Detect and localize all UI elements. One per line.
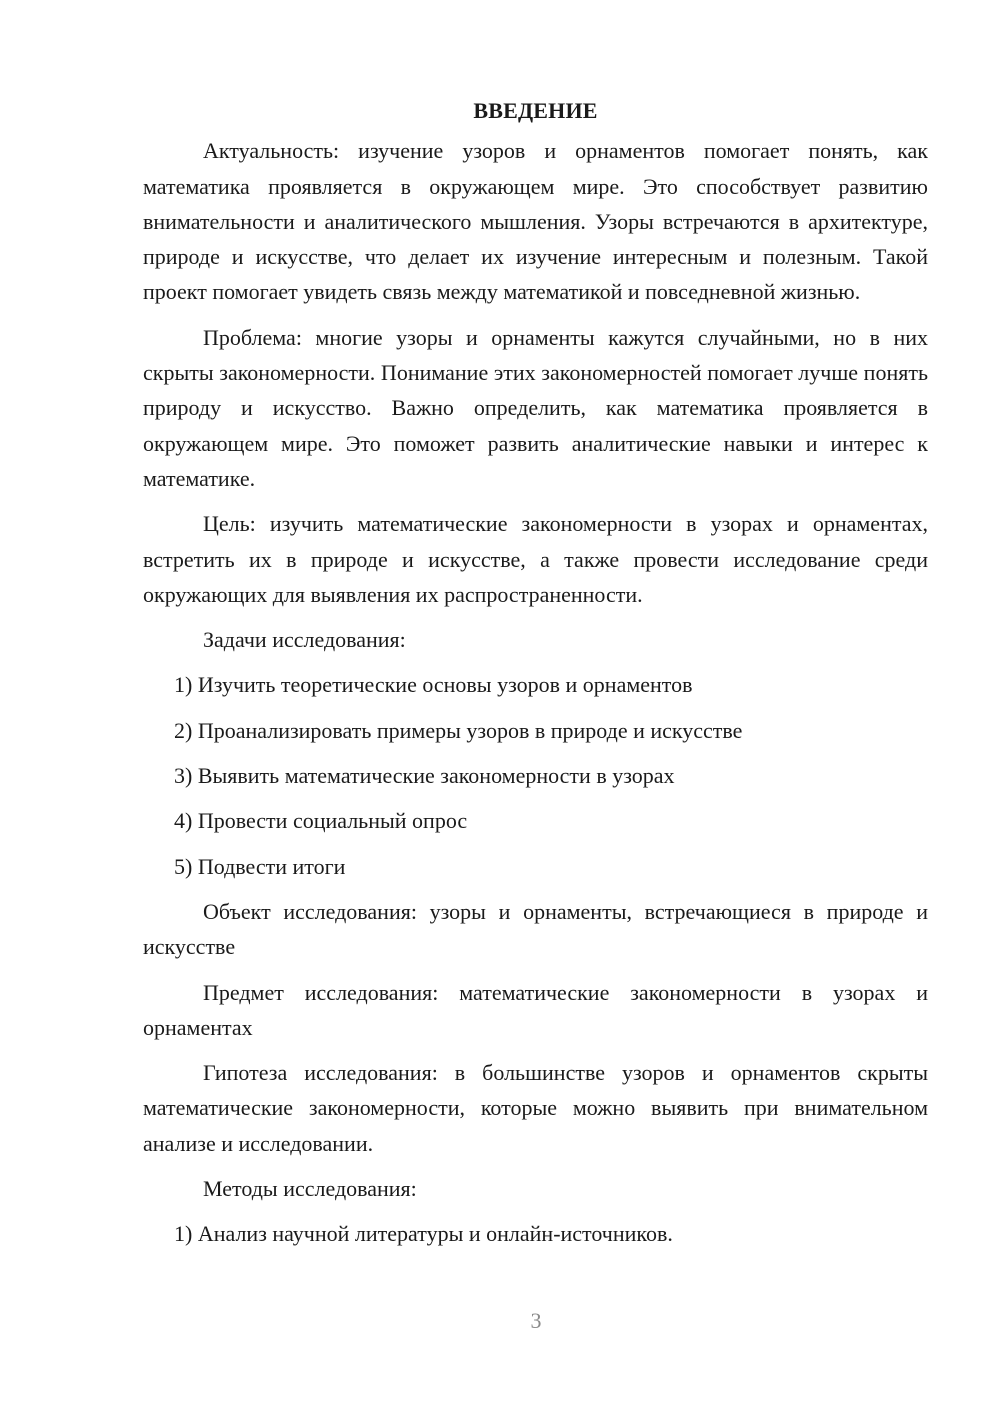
task-item: 4) Провести социальный опрос	[174, 808, 468, 834]
object-paragraph: Объект исследования: узоры и орнаменты, встречающиеся в природе и искусстве	[143, 898, 928, 960]
hypothesis-paragraph: Гипотеза исследования: в большинстве узоров и орнаментов скрыты математические закономерности, которые можно выявить при внимательном анализе и исследовании.	[143, 1060, 928, 1156]
task-item: 5) Подвести итоги	[174, 853, 346, 879]
method-item: 1) Анализ научной литературы и онлайн-источников.	[174, 1221, 673, 1247]
methods-title: Методы исследования:	[203, 1176, 417, 1202]
page-number: 3	[530, 1308, 542, 1333]
page-content	[143, 93, 928, 1262]
problem-paragraph: Проблема: многие узоры и орнаменты кажутся случайными, но в них скрыты закономерности. Понимание этих закономерностей помогает лучше понять природу и искусство. Важно определить, как математика проявляется в окружающем мире. Это поможет развить аналитические навыки и интерес к математике.	[143, 324, 928, 491]
task-item: 1) Изучить теоретические основы узоров и орнаментов	[174, 672, 693, 698]
relevance-paragraph: Актуальность: изучение узоров и орнаментов помогает понять, как математика проявляется в окружающем мире. Это способствует развитию внимательности и аналитического мышления. Узоры встречаются в архитектуре, природе и искусстве, что делает их изучение интересным и полезным. Такой проект помогает увидеть связь между математикой и повседневной жизнью.	[143, 138, 928, 305]
task-item: 3) Выявить математические закономерности в узорах	[174, 763, 675, 789]
task-item: 2) Проанализировать примеры узоров в природе и искусстве	[174, 717, 743, 743]
subject-paragraph: Предмет исследования: математические закономерности в узорах и орнаментах	[143, 979, 928, 1040]
section-heading: ВВЕДЕНИЕ	[473, 98, 598, 123]
tasks-title: Задачи исследования:	[203, 627, 406, 653]
goal-paragraph: Цель: изучить математические закономерности в узорах и орнаментах, встретить их в природе и искусстве, а также провести исследование среди окружающих для выявления их распространенности.	[143, 511, 928, 607]
